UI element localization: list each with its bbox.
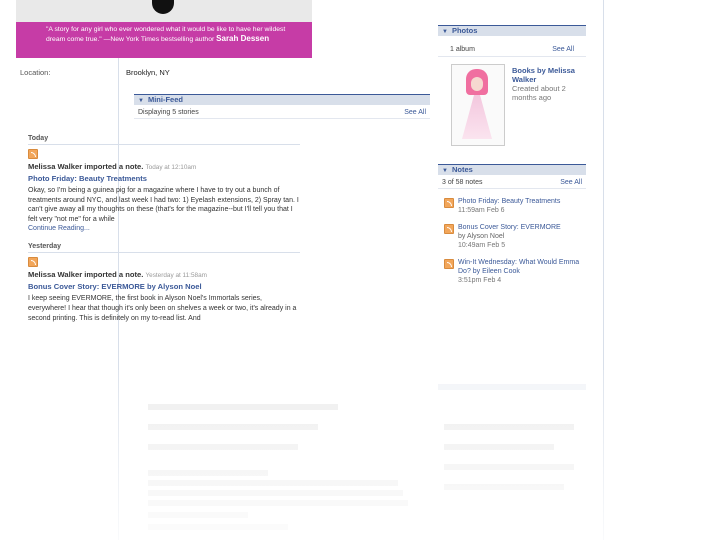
- note-item-title[interactable]: Win-It Wednesday: What Would Emma Do? by Eileen Cook: [458, 259, 580, 275]
- banner-quote: [16, 22, 312, 44]
- day-label: Yesterday: [28, 242, 300, 253]
- minifeed-count: Displaying 5 stories: [138, 109, 199, 116]
- note-title-link[interactable]: Photo Friday: Beauty Treatments: [28, 174, 147, 183]
- minifeed-see-all-link[interactable]: See All: [404, 109, 426, 116]
- note-item-date: 10:49am Feb 5: [458, 242, 506, 249]
- note-item-title[interactable]: Bonus Cover Story: EVERMORE: [458, 224, 561, 231]
- location-label: Location:: [20, 68, 51, 77]
- story-line: [28, 162, 300, 171]
- note-item[interactable]: [444, 223, 586, 250]
- book-banner: [16, 0, 312, 58]
- photos-see-all-link[interactable]: See All: [552, 46, 574, 53]
- minifeed-header[interactable]: [134, 94, 430, 105]
- album-info: [512, 66, 584, 102]
- notes-count: 3 of 58 notes: [442, 179, 483, 186]
- note-item-date: 11:59am Feb 6: [458, 207, 505, 214]
- note-item-title[interactable]: Photo Friday: Beauty Treatments: [458, 198, 561, 205]
- note-item-author: by Alyson Noel: [458, 233, 505, 240]
- album-title-link[interactable]: Books by Melissa Walker: [512, 66, 575, 84]
- note-title-link[interactable]: Bonus Cover Story: EVERMORE by Alyson Noel: [28, 282, 202, 292]
- photos-subheader: [438, 44, 586, 57]
- minifeed-subheader: [134, 107, 430, 119]
- minifeed-list: [28, 134, 300, 323]
- story-actor[interactable]: Melissa Walker imported a note.: [28, 270, 144, 280]
- album-meta: Created about 2 months ago: [512, 84, 566, 102]
- note-excerpt: I keep seeing EVERMORE, the first book in Alyson Noel's Immortals series, everywhere! I hear that though it's only been on shelves a week or two, it's already in a second printing. This is definitely on my to-read list. And: [28, 295, 297, 322]
- feed-day-today: [28, 134, 300, 232]
- rss-icon: [28, 257, 38, 267]
- photos-header[interactable]: [438, 25, 586, 36]
- story-actor[interactable]: Melissa Walker imported a note.: [28, 162, 144, 171]
- story-time: Yesterday at 11:58am: [145, 272, 207, 280]
- notes-header[interactable]: [438, 164, 586, 175]
- triangle-down-icon[interactable]: ▼: [442, 168, 448, 174]
- notes-subheader: [438, 177, 586, 189]
- story-line: [28, 270, 300, 279]
- note-item[interactable]: [444, 197, 586, 215]
- triangle-down-icon[interactable]: ▼: [138, 98, 144, 104]
- day-label: Today: [28, 134, 300, 145]
- minifeed-title: Mini-Feed: [147, 95, 183, 104]
- story-time: Today at 12:10am: [145, 164, 197, 171]
- location-value[interactable]: Brooklyn, NY: [126, 68, 170, 77]
- location-row: [16, 68, 312, 80]
- note-item-date: 3:51pm Feb 4: [458, 277, 502, 284]
- banner-image: [16, 0, 312, 22]
- rss-icon: [444, 224, 454, 234]
- banner-author: Sarah Dessen: [216, 34, 270, 43]
- notes-title: Notes: [451, 165, 473, 174]
- banner-quote-text: "A story for any girl who ever wondered what it would be like to have her wildest dream come true." —New York Times bestselling author: [46, 26, 286, 43]
- notes-see-all-link[interactable]: See All: [560, 179, 582, 186]
- rss-icon: [444, 198, 454, 208]
- rss-icon: [28, 149, 38, 159]
- notes-list: [444, 197, 586, 293]
- continue-reading-link[interactable]: Continue Reading...: [28, 225, 90, 233]
- photos-title: Photos: [451, 26, 478, 35]
- note-item[interactable]: [444, 258, 586, 285]
- feed-day-yesterday: [28, 242, 300, 323]
- triangle-down-icon[interactable]: ▼: [442, 29, 448, 35]
- rss-icon: [444, 259, 454, 269]
- note-excerpt: Okay, so I'm being a guinea pig for a magazine where I have to try out a bunch of treatments around NYC, and last week I had two: 1) Eyelash extensions, 2) Spray tan. I can't give away all my thoughts on these (that's for the magazine--but I'll tell you that I felt very "not me" for a while: [28, 187, 299, 223]
- album-thumbnail[interactable]: [451, 64, 505, 146]
- album-count: 1 album: [450, 46, 475, 53]
